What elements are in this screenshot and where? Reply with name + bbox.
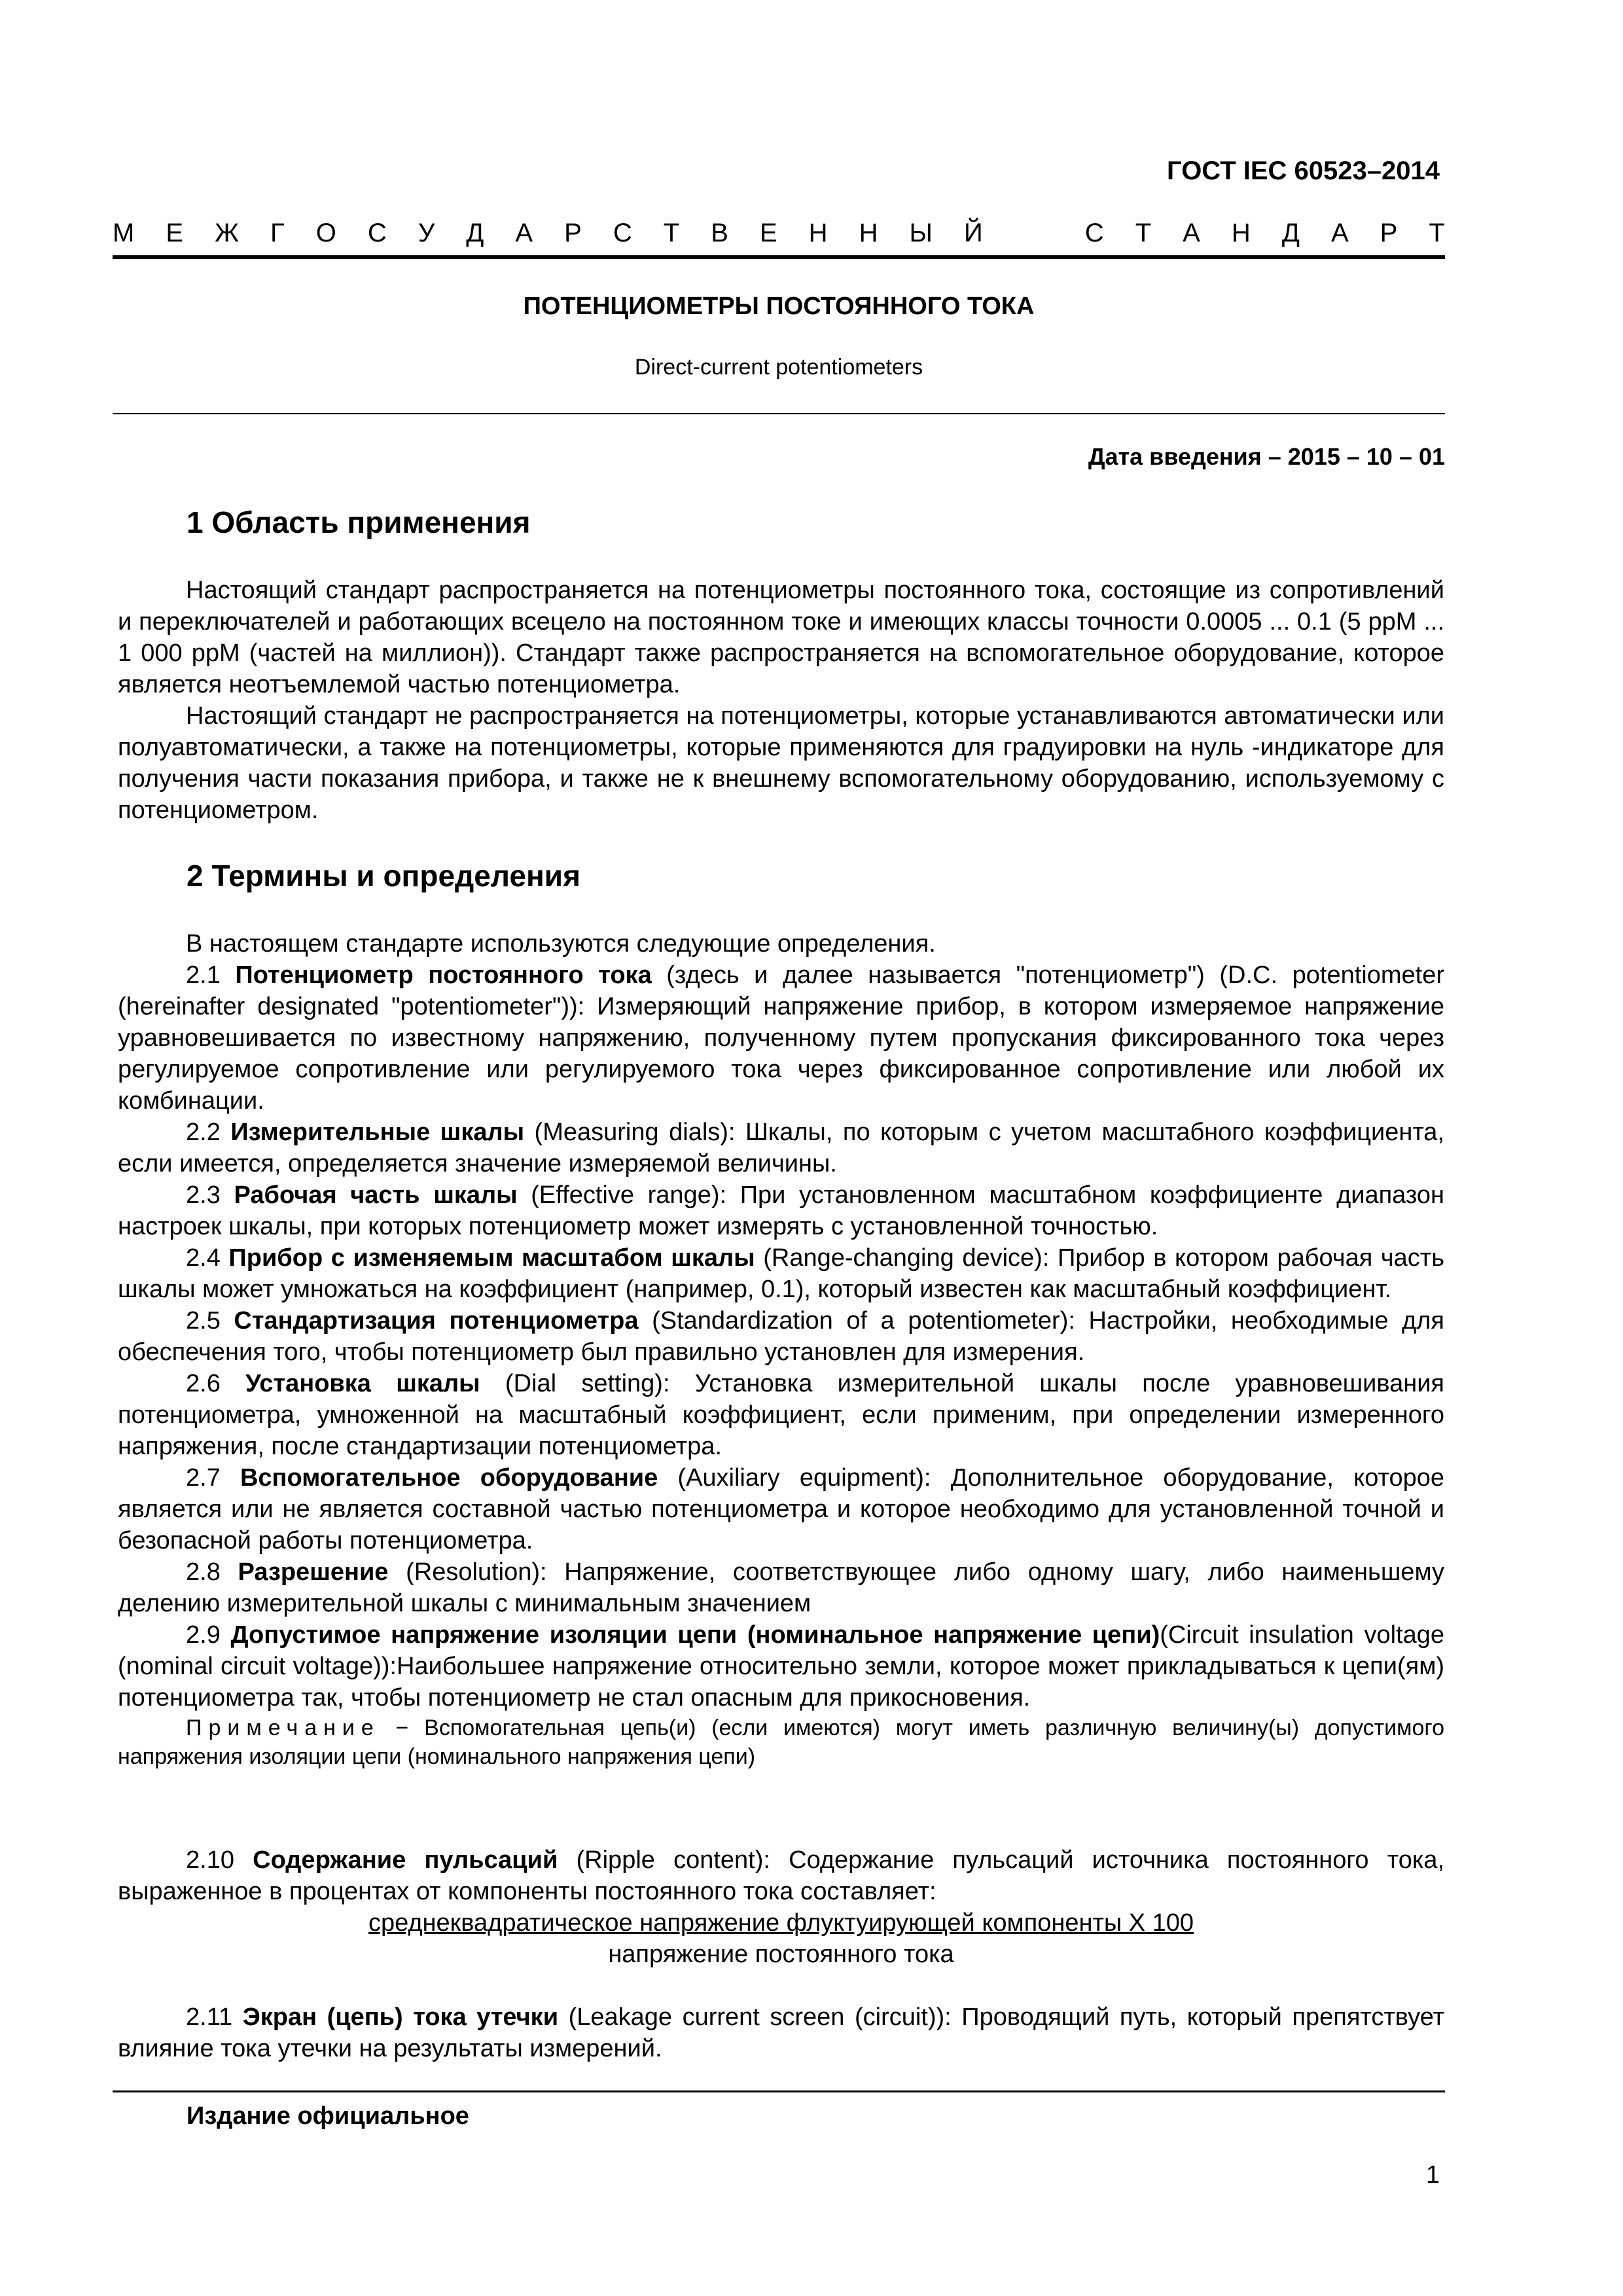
section-2-body <box>118 928 1444 1771</box>
definition-item <box>118 1242 1444 1305</box>
note-label: Примечание <box>186 1715 380 1740</box>
definition-number: 2.6 <box>186 1370 221 1397</box>
definition-number: 2.7 <box>186 1464 221 1492</box>
definition-text: (Standardization of a potentiometer): Настройки, необходимые для обеспечения того, чтобы потенциометр был правильно установлен для измерения. <box>118 1307 1445 1366</box>
definition-item <box>118 1117 1444 1179</box>
definition-term: Стандартизация потенциометра <box>234 1307 639 1335</box>
definition-item <box>118 1619 1444 1713</box>
introduction-date: Дата введения – 2015 – 10 – 01 <box>1088 443 1445 470</box>
standard-kind-letter: В <box>711 219 728 247</box>
definition-text: (Measuring dials): Шкалы, по которым с учетом масштабного коэффициента, если имеется, определяется значение измеряемой величины. <box>118 1119 1444 1177</box>
standard-kind-letter: Ж <box>215 219 240 247</box>
standard-kind-letter: Д <box>466 219 484 247</box>
standard-kind-letter: Г <box>270 219 285 247</box>
document-title: ПОТЕНЦИОМЕТРЫ ПОСТОЯННОГО ТОКА <box>523 293 1035 320</box>
definition-term: Установка шкалы <box>245 1370 480 1397</box>
definition-item <box>118 1368 1444 1462</box>
standard-kind-letter: Н <box>859 219 878 247</box>
page-number: 1 <box>1425 2161 1440 2189</box>
definition-item <box>118 1844 1444 1907</box>
standard-kind-letter: Н <box>1231 219 1251 247</box>
definition-2-10 <box>118 1844 1444 1907</box>
definition-number: 2.11 <box>186 2003 233 2031</box>
section-2-heading: 2 Термины и определения <box>187 859 580 893</box>
note <box>118 1713 1444 1771</box>
definition-number: 2.9 <box>186 1621 221 1649</box>
section-1-paragraph: Настоящий стандарт распространяется на потенциометры постоянного тока, состоящие из сопротивлений и переключателей и работающих всецело на постоянном токе и имеющих классы точности 0.0005 ... 0.1 (5 ppM ... 1 000 ppM (частей на миллион)). Стандарт также распространяется на вспомогательное оборудование, которое является неотъемлемой частью потенциометра. <box>118 577 1444 698</box>
definition-term: Содержание пульсаций <box>253 1846 558 1874</box>
definition-number: 2.3 <box>186 1181 221 1209</box>
definition-item <box>118 960 1444 1117</box>
footer-rule <box>113 2090 1445 2092</box>
ripple-formula <box>118 1907 1444 1970</box>
definition-term: Потенциометр постоянного тока <box>235 961 652 989</box>
definition-text: (Circuit insulation voltage (nominal circuit voltage)):Наибольшее напряжение относительно земли, которое может прикладываться к цепи(ям) потенциометра так, чтобы потенциометр не стал опасным для прикосновения. <box>118 1621 1445 1712</box>
header-rule <box>113 255 1445 259</box>
standard-kind-letter: А <box>515 219 533 247</box>
definition-term: Измерительные шкалы <box>230 1119 525 1146</box>
definition-number: 2.1 <box>186 961 221 989</box>
title-rule <box>113 413 1445 414</box>
definition-text: (Range-changing device): Прибор в котором рабочая часть шкалы может умножаться на коэффициент (например, 0.1), который известен как масштабный коэффициент. <box>118 1244 1444 1303</box>
section-1-body <box>118 575 1444 826</box>
standard-kind-letter: Й <box>963 219 983 247</box>
formula-denominator: напряжение постоянного тока <box>608 1941 954 1968</box>
definition-2-11 <box>118 2001 1444 2064</box>
note-text: − Вспомогательная цепь(и) (если имеются) могут иметь различную величину(ы) допустимого напряжения изоляции цепи (номинального напряжения цепи) <box>118 1715 1444 1769</box>
formula-numerator: среднеквадратическое напряжение флуктуирующей компоненты Х 100 <box>368 1909 1194 1937</box>
definition-item <box>118 1305 1444 1368</box>
standard-kind-letter: О <box>315 219 336 247</box>
standard-kind-letter: Т <box>1429 219 1445 247</box>
definition-term: Вспомогательное оборудование <box>240 1464 658 1492</box>
section-1-heading: 1 Область применения <box>187 505 531 539</box>
definition-text: (здесь и далее называется "потенциометр") (D.C. potentiometer (hereinafter designated "potentiometer")): Измеряющий напряжение прибор, в котором измеряемое напряжение уравновешивается по известному напряжению, полученному путем пропускания фиксированного тока через регулируемое сопротивление или регулируемого тока через фиксированное сопротивление или любой их комбинации. <box>118 961 1444 1115</box>
definition-term: Экран (цепь) тока утечки <box>242 2003 559 2031</box>
standard-kind-letter: Д <box>1281 219 1300 247</box>
standard-kind-letter: М <box>113 219 135 247</box>
standard-kind-letter: Е <box>166 219 184 247</box>
definition-number: 2.2 <box>186 1119 221 1146</box>
edition-label: Издание официальное <box>187 2102 469 2130</box>
standard-kind-letter: У <box>418 219 435 247</box>
definition-number: 2.5 <box>186 1307 221 1335</box>
definition-text: (Effective range): При установленном масштабном коэффициенте диапазон настроек шкалы, при которых потенциометр может измерять с установленной точностью. <box>118 1181 1445 1240</box>
definition-term: Разрешение <box>238 1558 389 1586</box>
definition-term: Допустимое напряжение изоляции цепи (номинальное напряжение цепи) <box>230 1621 1160 1649</box>
standard-kind-letter: Т <box>663 219 680 247</box>
word-gap <box>1014 216 1054 250</box>
standard-kind-letter: Ы <box>909 219 933 247</box>
standard-kind <box>113 216 1445 250</box>
standard-kind-letter: Е <box>759 219 777 247</box>
definition-text: (Auxiliary equipment): Дополнительное оборудование, которое является или не является составной частью потенциометра и которое необходимо для установленной точной и безопасной работы потенциометра. <box>118 1464 1445 1554</box>
definition-text: (Ripple content): Содержание пульсаций источника постоянного тока, выраженное в процентах от компоненты постоянного тока составляет: <box>118 1846 1445 1905</box>
definition-item <box>118 2001 1444 2064</box>
definition-text: (Resolution): Напряжение, соответствующее либо одному шагу, либо наименьшему делению измерительной шкалы с минимальным значением <box>118 1558 1444 1617</box>
standard-kind-letter: А <box>1330 219 1349 247</box>
standard-kind-letter: Н <box>808 219 828 247</box>
definition-text: (Leakage current screen (circuit)): Проводящий путь, который препятствует влияние тока утечки на результаты измерений. <box>118 2003 1445 2062</box>
definition-number: 2.4 <box>186 1244 221 1272</box>
standard-kind-letter: С <box>613 219 632 247</box>
section-2-intro: В настоящем стандарте используются следующие определения. <box>186 930 936 958</box>
definition-number: 2.10 <box>186 1846 234 1874</box>
standard-kind-letter: Р <box>1380 219 1398 247</box>
definition-term: Рабочая часть шкалы <box>234 1181 518 1209</box>
section-1-paragraph: Настоящий стандарт не распространяется на потенциометры, которые устанавливаются автоматически или полуавтоматически, а также на потенциометры, которые применяются для градуировки на нуль -индикаторе для получения части показания прибора, и также не к внешнему вспомогательному оборудованию, используемому с потенциометром. <box>118 702 1444 824</box>
document-subtitle: Direct-current potentiometers <box>634 355 923 380</box>
definition-item <box>118 1462 1444 1556</box>
definition-number: 2.8 <box>186 1558 221 1586</box>
standard-kind-letter: Т <box>1135 219 1152 247</box>
definition-item <box>118 1179 1444 1242</box>
standard-kind-letter: Р <box>564 219 582 247</box>
definition-text: (Dial setting): Установка измерительной шкалы после уравновешивания потенциометра, умноженной на масштабный коэффициент, если применим, при определении измеренного напряжения, после стандартизации потенциометра. <box>118 1370 1444 1460</box>
document-code: ГОСТ IEC 60523–2014 <box>1167 156 1440 185</box>
definitions-list <box>118 960 1444 1713</box>
definition-item <box>118 1556 1444 1619</box>
standard-kind-letter: С <box>367 219 387 247</box>
standard-kind-letter: А <box>1183 219 1200 247</box>
definition-term: Прибор с изменяемым масштабом шкалы <box>228 1244 755 1272</box>
standard-kind-letter: С <box>1084 219 1104 247</box>
